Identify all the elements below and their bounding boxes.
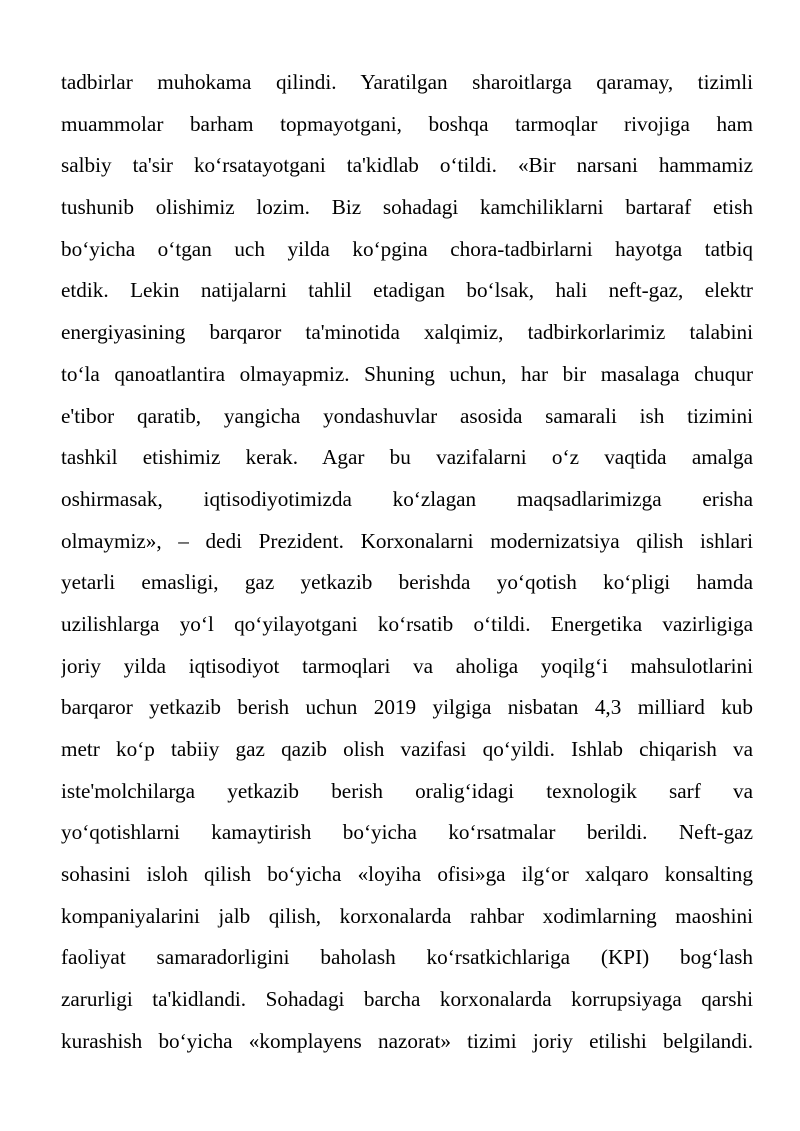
text-line: uzilishlarga yo‘l qo‘yilayotgani ko‘rsatib o‘tildi. Energetika vazirligiga — [61, 611, 753, 636]
text-line: tashkil etishimiz kerak. Agar bu vazifalarni o‘z vaqtida amalga — [61, 445, 753, 470]
text-line: kurashish bo‘yicha «komplayens nazorat» tizimi joriy etilishi belgilandi. — [61, 1028, 753, 1053]
document-page — [61, 62, 753, 1063]
text-line: barqaror yetkazib berish uchun 2019 yilgiga nisbatan 4,3 milliard kub — [61, 695, 753, 720]
text-line: olmaymiz», – dedi Prezident. Korxonalarni modernizatsiya qilish ishlari — [61, 528, 753, 553]
text-line: e'tibor qaratib, yangicha yondashuvlar asosida samarali ish tizimini — [61, 403, 753, 428]
text-line: yo‘qotishlarni kamaytirish bo‘yicha ko‘rsatmalar berildi. Neft-gaz — [61, 820, 753, 845]
text-line: tushunib olishimiz lozim. Biz sohadagi kamchiliklarni bartaraf etish — [61, 195, 753, 220]
text-line: etdik. Lekin natijalarni tahlil etadigan bo‘lsak, hali neft-gaz, elektr — [61, 278, 753, 303]
text-line: yetarli emasligi, gaz yetkazib berishda yo‘qotish ko‘pligi hamda — [61, 570, 753, 595]
text-line: sohasini isloh qilish bo‘yicha «loyiha ofisi»ga ilg‘or xalqaro konsalting — [61, 862, 753, 887]
text-line: bo‘yicha o‘tgan uch yilda ko‘pgina chora-tadbirlarni hayotga tatbiq — [61, 236, 753, 261]
text-line: kompaniyalarini jalb qilish, korxonalarda rahbar xodimlarning maoshini — [61, 903, 753, 928]
text-line: energiyasining barqaror ta'minotida xalqimiz, tadbirkorlarimiz talabini — [61, 320, 753, 345]
text-line: metr ko‘p tabiiy gaz qazib olish vazifasi qo‘yildi. Ishlab chiqarish va — [61, 737, 753, 761]
text-line: iste'molchilarga yetkazib berish oralig‘idagi texnologik sarf va — [61, 778, 753, 803]
text-line: to‘la qanoatlantira olmayapmiz. Shuning uchun, har bir masalaga chuqur — [61, 361, 753, 386]
text-line: joriy yilda iqtisodiyot tarmoqlari va aholiga yoqilg‘i mahsulotlarini — [61, 653, 753, 678]
text-line: muammolar barham topmayotgani, boshqa tarmoqlar rivojiga ham — [61, 111, 753, 136]
text-line: tadbirlar muhokama qilindi. Yaratilgan sharoitlarga qaramay, tizimli — [61, 70, 753, 94]
body-paragraph — [61, 62, 753, 1063]
text-line: oshirmasak, iqtisodiyotimizda ko‘zlagan maqsadlarimizga erisha — [61, 486, 753, 511]
text-line: salbiy ta'sir ko‘rsatayotgani ta'kidlab o‘tildi. «Bir narsani hammamiz — [61, 153, 753, 178]
text-line: faoliyat samaradorligini baholash ko‘rsatkichlariga (KPI) bog‘lash — [61, 945, 753, 970]
text-line: zarurligi ta'kidlandi. Sohadagi barcha korxonalarda korrupsiyaga qarshi — [61, 987, 753, 1012]
